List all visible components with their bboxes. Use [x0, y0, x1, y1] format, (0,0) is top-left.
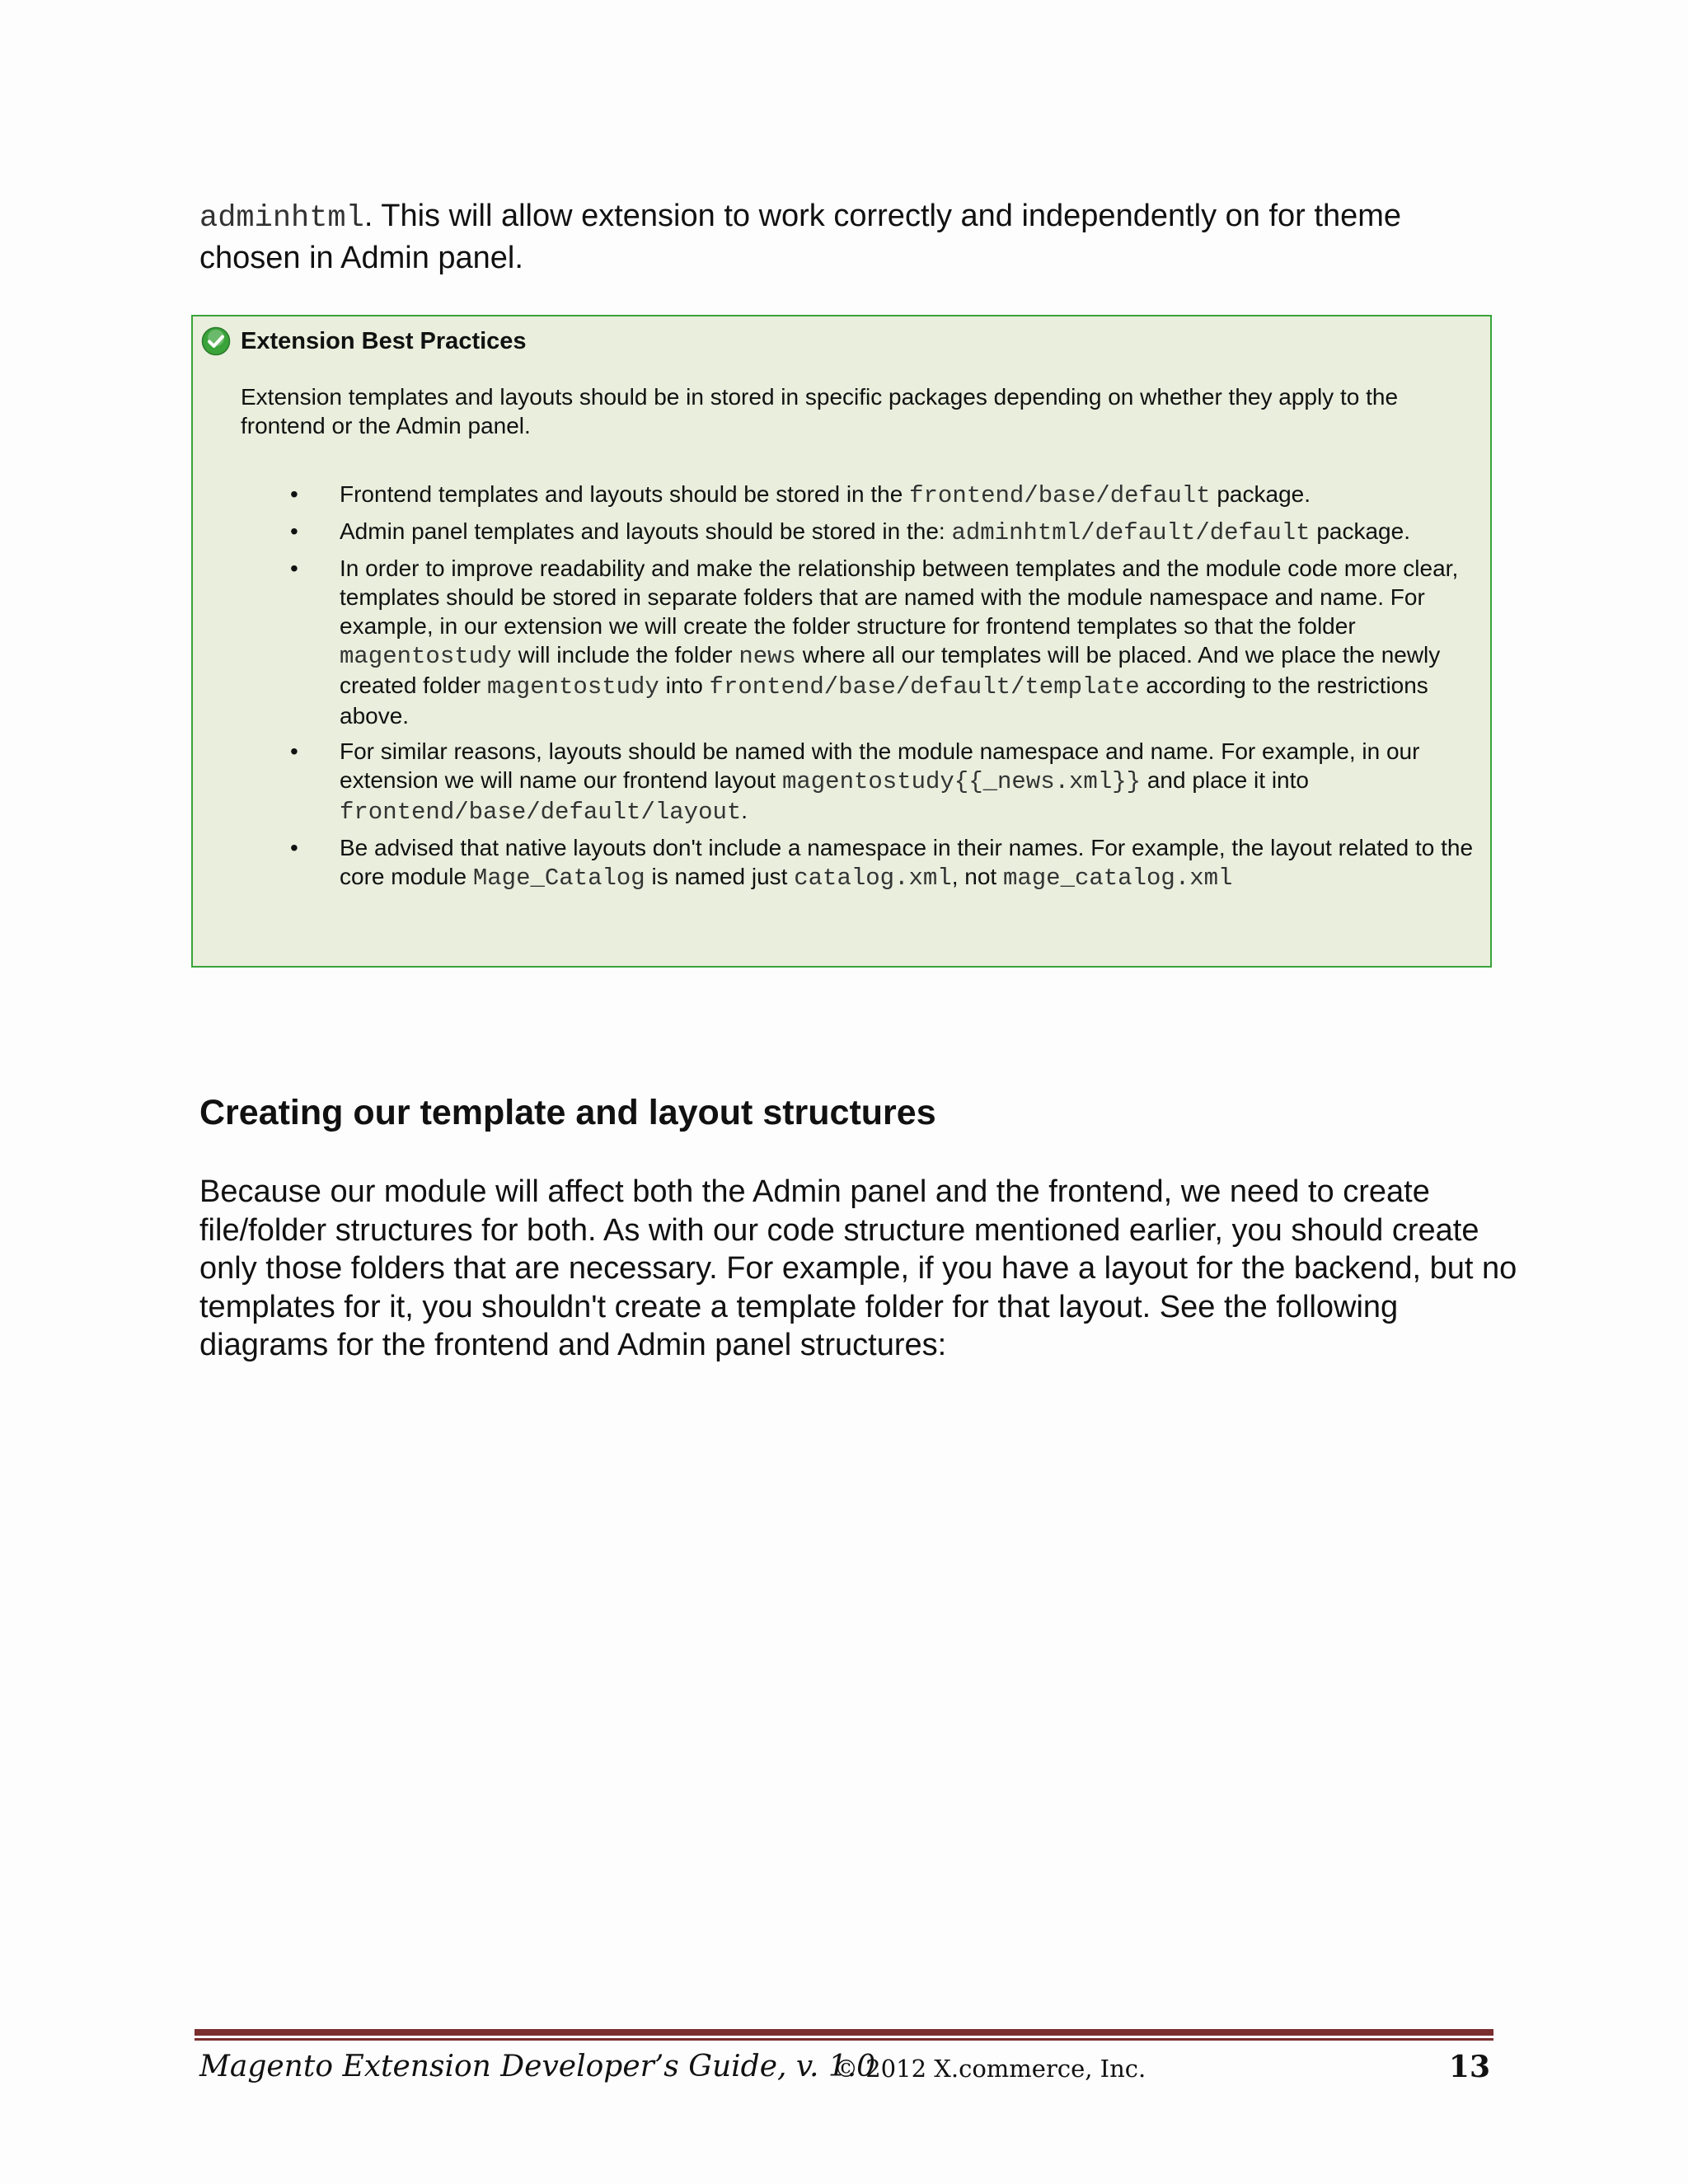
check-circle-icon — [201, 326, 231, 356]
code-folder: magentostudy — [487, 673, 659, 701]
code-folder: news — [738, 643, 796, 670]
list-item: • For similar reasons, layouts should be named with the module namespace and name. For example, in our extension we will name our frontend layout magentostudy{{_news.xml}} and place it into frontend/base/default/layout. — [290, 738, 1420, 826]
footer-divider — [195, 2029, 1493, 2036]
code-path: frontend/base/default/template — [709, 673, 1140, 701]
bullet-icon: • — [290, 835, 298, 860]
code-module: Mage_Catalog — [472, 865, 645, 892]
section-heading: Creating our template and layout structures — [199, 1093, 936, 1132]
footer-copyright: © 2012 X.commerce, Inc. — [834, 2055, 1146, 2083]
code-file: catalog.xml — [794, 865, 952, 892]
bullet-icon: • — [290, 481, 298, 507]
best-practices-list — [241, 480, 1490, 899]
bullet-icon: • — [290, 738, 298, 764]
code-file: magentostudy{{_news.xml}} — [781, 768, 1142, 795]
code-folder: magentostudy — [340, 643, 512, 670]
list-item: • Be advised that native layouts don't include a namespace in their names. For example, the layout related to the core module Mage_Catalog is named just catalog.xml, not mage_catalog.xml — [290, 835, 1474, 892]
bullet-icon: • — [290, 518, 298, 544]
code-file: mage_catalog.xml — [1002, 865, 1233, 892]
section-paragraph: Because our module will affect both the Admin panel and the frontend, we need to create file/folder structures for both. As with our code structure mentioned earlier, you should create only those folders that are necessary. For example, if you have a layout for the backend, but no templates for it, you shouldn't create a template folder for that layout. See the following diagrams for the frontend and Admin panel structures: — [199, 1174, 1517, 1362]
callout-intro: Extension templates and layouts should be in stored in specific packages depending on whether they apply to the frontend or the Admin panel. — [241, 384, 1399, 438]
page-number: 13 — [1448, 2050, 1490, 2084]
best-practices-callout — [191, 315, 1492, 968]
bullet-icon: • — [290, 555, 298, 581]
list-item: • Frontend templates and layouts should be stored in the frontend/base/default package. — [290, 481, 1311, 509]
intro-text: . This will allow extension to work correctly and independently on for theme chosen in Admin panel. — [199, 199, 1401, 275]
intro-paragraph — [199, 196, 1502, 278]
footer-title: Magento Extension Developer’s Guide, v. 1.0 — [199, 2050, 876, 2083]
footer-divider-thin — [195, 2038, 1493, 2041]
code-path: frontend/base/default — [909, 482, 1211, 509]
code-path: adminhtml/default/default — [951, 519, 1311, 546]
code-adminhtml: adminhtml — [199, 201, 364, 236]
callout-title: Extension Best Practices — [241, 328, 527, 354]
list-item: • Admin panel templates and layouts should be stored in the: adminhtml/default/default package. — [290, 518, 1410, 546]
code-path: frontend/base/default/layout — [340, 799, 742, 826]
list-item: • In order to improve readability and make the relationship between templates and the module code more clear, templates should be stored in separate folders that are named with the module namespace and name. For example, in our extension we will create the folder structure for frontend templates so that the folder magentostudy will include the folder news where all our templates will be placed. And we place the newly created folder magentostudy into frontend/base/default/template according to the restrictions above. — [290, 555, 1459, 729]
